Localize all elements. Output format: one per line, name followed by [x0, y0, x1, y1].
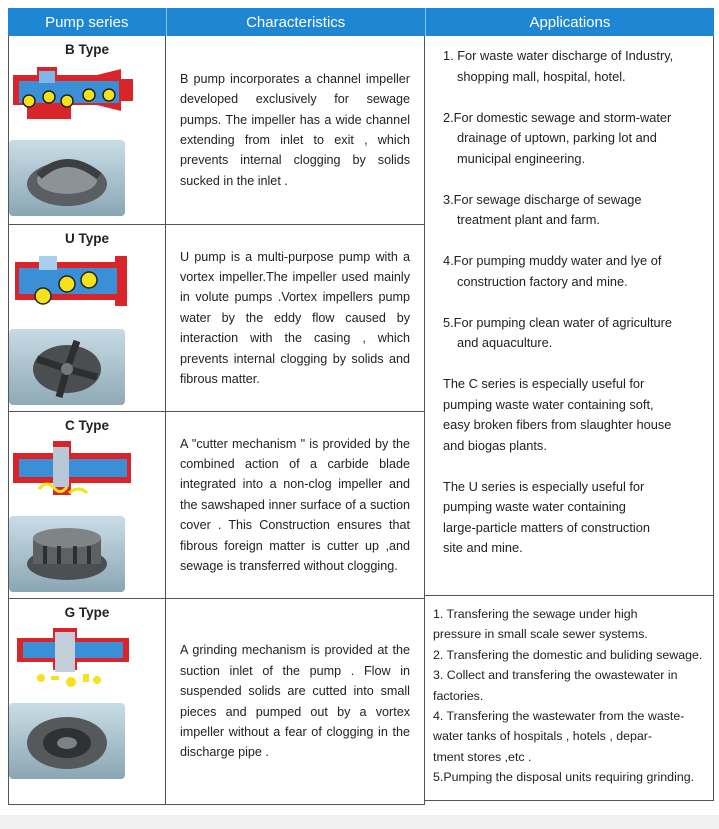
application-line: factories.: [433, 688, 484, 703]
characteristics-b: B pump incorporates a channel impeller developed exclusively for sewage pumps. The impeller has a wide channel extending from inlet to exit , which prevents internal clogging by solids sucked in the inlet .: [166, 36, 425, 224]
application-line: 3. Collect and transfering the owastewater in: [433, 668, 678, 683]
b-type-pump-diagram: [9, 61, 137, 125]
series-cell-u: [8, 225, 166, 411]
application-line: easy broken fibers from slaughter house: [443, 417, 672, 432]
applications-g-cell: [425, 596, 714, 801]
application-line: pressure in small scale sewer systems.: [433, 627, 648, 642]
applications-main-list: [425, 36, 713, 559]
header-applications: Applications: [529, 13, 611, 31]
application-line: large-particle matters of construction: [443, 519, 650, 535]
application-item: [433, 604, 707, 645]
header-characteristics: Characteristics: [167, 8, 426, 36]
table-row: [8, 599, 425, 805]
bottom-band: [0, 815, 719, 829]
table-row: [8, 36, 425, 225]
series-cell-b: [8, 36, 166, 224]
series-name-u: U Type: [64, 231, 109, 246]
application-item: [443, 313, 703, 354]
application-line: drainage of uptown, parking lot and: [457, 130, 657, 145]
application-line: water tanks of hospitals , hotels , depar-: [433, 729, 653, 744]
pump-series-table: [8, 8, 714, 805]
application-line: and biogas plants.: [443, 437, 547, 453]
characteristics-c: A "cutter mechanism " is provided by the combined action of a carbide blade integrated into a non-clog impeller and the sawshaped inner surface of a suction cover . This Construction ensures that fibrous foreign matter is cutter up ,and sewage is transferred without clogging.: [166, 412, 425, 598]
series-cell-c: [8, 412, 166, 598]
applications-g-list: [425, 596, 713, 788]
series-name-b: B Type: [64, 42, 109, 57]
application-line: The U series is especially useful for: [443, 478, 645, 494]
application-line: municipal engineering.: [457, 150, 586, 166]
characteristics-u: U pump is a multi-purpose pump with a vortex impeller.The impeller used mainly in volute pumps .Vortex impellers pump water by the eddy flow caused by interaction with the casing , which prevents internal clogging by solids and fibrous matter.: [166, 225, 425, 411]
application-line: 2. Transfering the domestic and buliding sewage.: [433, 647, 703, 662]
series-cell-g: [8, 599, 166, 804]
application-item: [433, 645, 707, 665]
application-line: shopping mall, hospital, hotel.: [457, 68, 626, 84]
application-line: 3.For sewage discharge of sewage: [443, 191, 642, 207]
application-item: [443, 46, 703, 87]
application-line: tment stores ,etc .: [433, 749, 532, 764]
g-type-pump-diagram: [9, 624, 137, 688]
application-line: pumping waste water containing: [443, 499, 626, 514]
applications-main-cell: [425, 36, 714, 596]
application-item: [433, 706, 707, 767]
header-pump-series: Pump series: [8, 8, 167, 36]
characteristics-g: A grinding mechanism is provided at the suction inlet of the pump . Flow in suspended solids are cutted into small pieces and pumped out by a vortex impeller without a fear of clogging in the discharge pipe .: [166, 599, 425, 804]
application-item: [443, 251, 703, 292]
table-row: [8, 225, 425, 412]
application-line: site and mine.: [443, 540, 523, 555]
application-item: [443, 374, 703, 456]
application-item: [443, 108, 703, 170]
application-item: [443, 190, 703, 231]
table-header: [8, 8, 714, 36]
b-type-impeller-photo: [9, 140, 125, 216]
application-line: construction factory and mine.: [457, 273, 628, 289]
application-line: 4. Transfering the wastewater from the waste-: [433, 709, 685, 724]
application-line: and aquaculture.: [457, 335, 553, 350]
application-line: treatment plant and farm.: [457, 212, 600, 227]
c-type-pump-diagram: [9, 437, 137, 501]
application-line: pumping waste water containing soft,: [443, 396, 654, 412]
c-type-impeller-photo: [9, 516, 125, 592]
u-type-impeller-photo: [9, 329, 125, 405]
series-name-c: C Type: [64, 418, 109, 433]
application-line: 1. Transfering the sewage under high: [433, 607, 638, 621]
application-line: 4.For pumping muddy water and lye of: [443, 253, 662, 268]
application-item: [433, 665, 707, 706]
application-line: The C series is especially useful for: [443, 376, 645, 391]
series-name-g: G Type: [64, 605, 110, 620]
g-type-impeller-photo: [9, 703, 125, 779]
table-row: [8, 412, 425, 599]
application-item: [433, 767, 707, 787]
application-line: 2.For domestic sewage and storm-water: [443, 109, 672, 125]
u-type-pump-diagram: [9, 250, 137, 314]
application-line: 5.For pumping clean water of agriculture: [443, 314, 673, 330]
application-item: [443, 477, 703, 559]
application-line: 5.Pumping the disposal units requiring grinding.: [433, 770, 695, 785]
application-line: 1. For waste water discharge of Industry,: [443, 48, 674, 63]
